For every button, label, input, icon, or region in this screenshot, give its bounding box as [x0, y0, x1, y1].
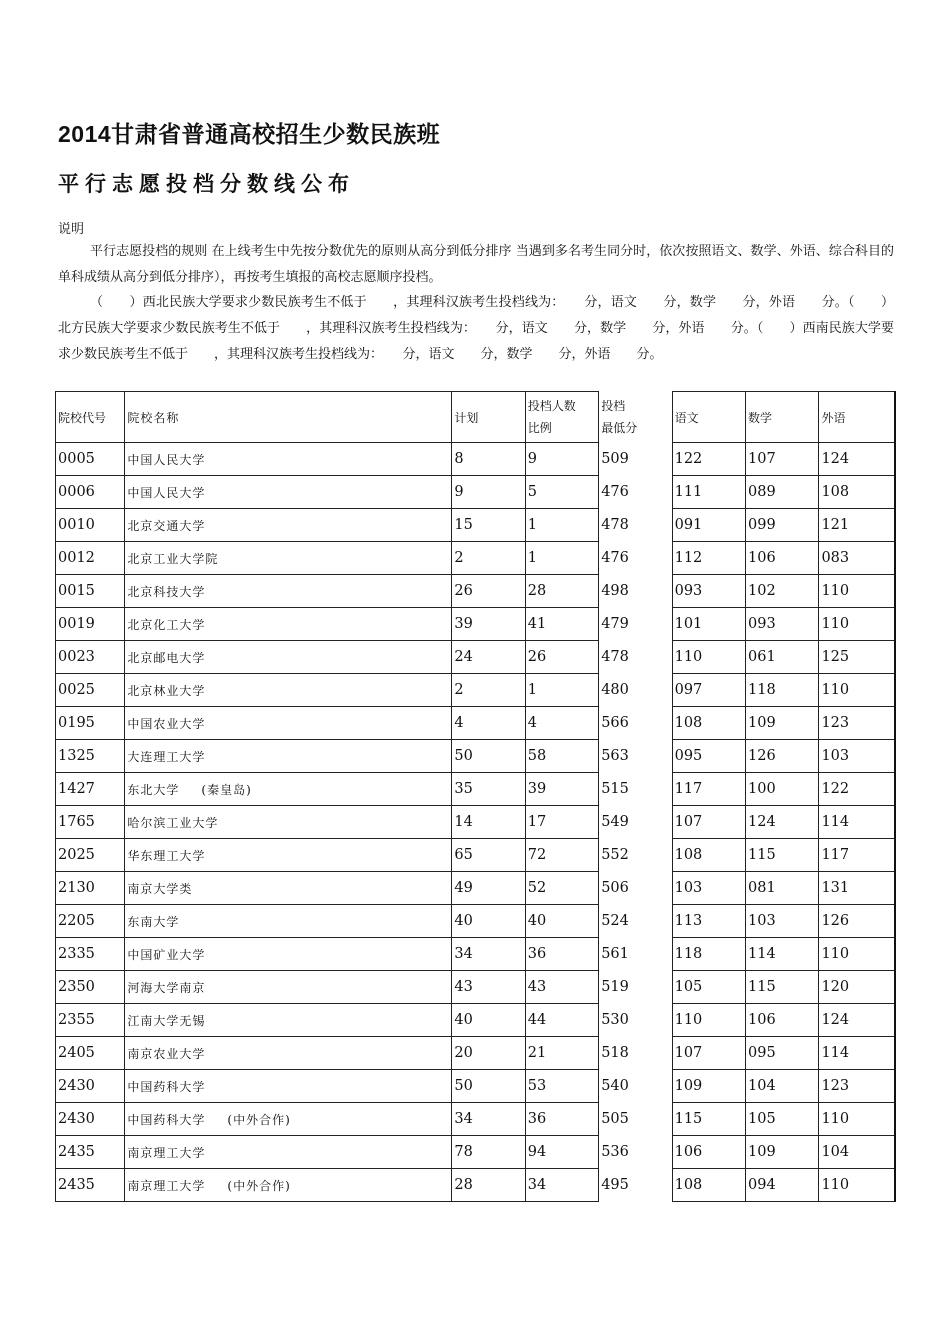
- cell-ratio: 17: [525, 806, 598, 839]
- cell-math: 081: [746, 872, 819, 905]
- table-row: [56, 1037, 896, 1070]
- school-name: 北京科技大学: [127, 584, 206, 599]
- cell-foreign: 122: [819, 773, 895, 806]
- cell-name: [125, 839, 452, 872]
- table-row: [56, 542, 896, 575]
- table-row: [56, 509, 896, 542]
- cell-code: 2335: [56, 938, 125, 971]
- cell-code: 0010: [56, 509, 125, 542]
- cell-name: [125, 773, 452, 806]
- cell-name: [125, 608, 452, 641]
- school-name: 华东理工大学: [127, 848, 206, 863]
- header-cell-min-score: [599, 392, 672, 443]
- cell-foreign: 104: [819, 1136, 895, 1169]
- school-name: 北京邮电大学: [127, 650, 206, 665]
- school-note: (中外合作): [227, 1112, 291, 1127]
- cell-ratio: 52: [525, 872, 598, 905]
- cell-math: 106: [746, 1004, 819, 1037]
- school-name: 东南大学: [127, 914, 180, 929]
- school-name: 大连理工大学: [127, 749, 206, 764]
- cell-min-score: 498: [599, 575, 672, 608]
- table-header-row: [56, 392, 896, 443]
- cell-ratio: 21: [525, 1037, 598, 1070]
- cell-chinese: 095: [672, 740, 745, 773]
- cell-ratio: 9: [525, 443, 598, 476]
- cell-foreign: 110: [819, 608, 895, 641]
- cell-min-score: 563: [599, 740, 672, 773]
- cell-min-score: 536: [599, 1136, 672, 1169]
- cell-chinese: 106: [672, 1136, 745, 1169]
- cell-min-score: 478: [599, 641, 672, 674]
- cell-plan: 39: [452, 608, 525, 641]
- table-row: [56, 872, 896, 905]
- table-row: [56, 575, 896, 608]
- table-row: [56, 1103, 896, 1136]
- table-row: [56, 641, 896, 674]
- cell-name: [125, 707, 452, 740]
- cell-name: [125, 443, 452, 476]
- table-row: [56, 740, 896, 773]
- cell-min-score: 561: [599, 938, 672, 971]
- school-name: 北京交通大学: [127, 518, 206, 533]
- header-cell-code: 院校代号: [56, 392, 125, 443]
- cell-math: 106: [746, 542, 819, 575]
- cell-plan: 40: [452, 1004, 525, 1037]
- table-row: [56, 1169, 896, 1202]
- cell-min-score: 505: [599, 1103, 672, 1136]
- cell-chinese: 109: [672, 1070, 745, 1103]
- cell-chinese: 103: [672, 872, 745, 905]
- table-row: [56, 608, 896, 641]
- table-row: [56, 971, 896, 1004]
- cell-chinese: 097: [672, 674, 745, 707]
- cell-foreign: 114: [819, 806, 895, 839]
- cell-code: 0006: [56, 476, 125, 509]
- cell-code: 0012: [56, 542, 125, 575]
- cell-math: 109: [746, 1136, 819, 1169]
- school-name: 河海大学南京: [127, 980, 206, 995]
- cell-plan: 28: [452, 1169, 525, 1202]
- cell-chinese: 101: [672, 608, 745, 641]
- cell-ratio: 39: [525, 773, 598, 806]
- cell-plan: 49: [452, 872, 525, 905]
- cell-foreign: 083: [819, 542, 895, 575]
- cell-chinese: 108: [672, 707, 745, 740]
- header-cell-math: 数学: [746, 392, 819, 443]
- cell-math: 099: [746, 509, 819, 542]
- cell-name: [125, 575, 452, 608]
- cell-plan: 26: [452, 575, 525, 608]
- cell-chinese: 115: [672, 1103, 745, 1136]
- cell-ratio: 36: [525, 1103, 598, 1136]
- cell-plan: 34: [452, 938, 525, 971]
- cell-chinese: 111: [672, 476, 745, 509]
- cell-plan: 2: [452, 674, 525, 707]
- school-name: 南京理工大学: [127, 1178, 206, 1193]
- school-name: 南京农业大学: [127, 1046, 206, 1061]
- school-note: (中外合作): [227, 1178, 291, 1193]
- cell-chinese: 113: [672, 905, 745, 938]
- cell-plan: 24: [452, 641, 525, 674]
- cell-code: 2355: [56, 1004, 125, 1037]
- cell-ratio: 94: [525, 1136, 598, 1169]
- cell-min-score: 549: [599, 806, 672, 839]
- cell-ratio: 4: [525, 707, 598, 740]
- cell-chinese: 122: [672, 443, 745, 476]
- cell-chinese: 091: [672, 509, 745, 542]
- cell-ratio: 5: [525, 476, 598, 509]
- cell-ratio: 44: [525, 1004, 598, 1037]
- cell-math: 115: [746, 839, 819, 872]
- cell-min-score: 518: [599, 1037, 672, 1070]
- school-name: 东北大学: [127, 782, 180, 797]
- cell-min-score: 515: [599, 773, 672, 806]
- table-row: [56, 1004, 896, 1037]
- cell-foreign: 110: [819, 575, 895, 608]
- cell-code: 2435: [56, 1136, 125, 1169]
- cell-foreign: 123: [819, 707, 895, 740]
- cell-math: 095: [746, 1037, 819, 1070]
- school-name: 北京工业大学院: [127, 551, 219, 566]
- cell-plan: 65: [452, 839, 525, 872]
- cell-chinese: 112: [672, 542, 745, 575]
- cell-ratio: 26: [525, 641, 598, 674]
- cell-math: 114: [746, 938, 819, 971]
- school-name: 南京大学类: [127, 881, 193, 896]
- cell-ratio: 53: [525, 1070, 598, 1103]
- cell-name: [125, 674, 452, 707]
- description-label: 说明: [58, 222, 85, 237]
- document-subtitle: 平行志愿投档分数线公布: [58, 173, 355, 196]
- header-cell-plan: 计划: [452, 392, 525, 443]
- cell-chinese: 117: [672, 773, 745, 806]
- cell-foreign: 110: [819, 938, 895, 971]
- cell-code: 1325: [56, 740, 125, 773]
- cell-code: 0025: [56, 674, 125, 707]
- cell-chinese: 093: [672, 575, 745, 608]
- cell-math: 094: [746, 1169, 819, 1202]
- cell-plan: 15: [452, 509, 525, 542]
- cell-code: 2405: [56, 1037, 125, 1070]
- cell-foreign: 124: [819, 443, 895, 476]
- cell-name: [125, 905, 452, 938]
- header-line: 比例: [527, 421, 552, 435]
- school-name: 江南大学无锡: [127, 1013, 206, 1028]
- cell-min-score: 478: [599, 509, 672, 542]
- cell-name: [125, 641, 452, 674]
- school-name: 北京林业大学: [127, 683, 206, 698]
- cell-math: 109: [746, 707, 819, 740]
- cell-foreign: 110: [819, 1103, 895, 1136]
- header-line: 最低分: [601, 421, 638, 435]
- school-name: 中国药科大学: [127, 1112, 206, 1127]
- cell-min-score: 480: [599, 674, 672, 707]
- cell-code: 2435: [56, 1169, 125, 1202]
- cell-math: 115: [746, 971, 819, 1004]
- cell-chinese: 110: [672, 1004, 745, 1037]
- cell-foreign: 120: [819, 971, 895, 1004]
- cell-ratio: 1: [525, 542, 598, 575]
- cell-name: [125, 1070, 452, 1103]
- cell-foreign: 103: [819, 740, 895, 773]
- cell-plan: 43: [452, 971, 525, 1004]
- cell-math: 089: [746, 476, 819, 509]
- header-cell-foreign: 外语: [819, 392, 895, 443]
- cell-chinese: 118: [672, 938, 745, 971]
- header-cell-name: 院校名称: [125, 392, 452, 443]
- school-note: (秦皇岛): [201, 782, 252, 797]
- cell-ratio: 34: [525, 1169, 598, 1202]
- cell-min-score: 524: [599, 905, 672, 938]
- cell-ratio: 43: [525, 971, 598, 1004]
- cell-code: 0023: [56, 641, 125, 674]
- table-row: [56, 674, 896, 707]
- cell-ratio: 1: [525, 674, 598, 707]
- school-name: 中国药科大学: [127, 1079, 206, 1094]
- cell-foreign: 114: [819, 1037, 895, 1070]
- cell-plan: 78: [452, 1136, 525, 1169]
- cell-foreign: 121: [819, 509, 895, 542]
- cell-math: 061: [746, 641, 819, 674]
- school-name: 哈尔滨工业大学: [127, 815, 219, 830]
- cell-plan: 9: [452, 476, 525, 509]
- cell-code: 1765: [56, 806, 125, 839]
- cell-ratio: 40: [525, 905, 598, 938]
- cell-min-score: 540: [599, 1070, 672, 1103]
- cell-plan: 34: [452, 1103, 525, 1136]
- cell-chinese: 108: [672, 1169, 745, 1202]
- table-row: [56, 1070, 896, 1103]
- cell-chinese: 110: [672, 641, 745, 674]
- table-row: [56, 443, 896, 476]
- cell-foreign: 108: [819, 476, 895, 509]
- cell-math: 126: [746, 740, 819, 773]
- cell-math: 100: [746, 773, 819, 806]
- cell-chinese: 107: [672, 1037, 745, 1070]
- document-title: 2014甘肃省普通高校招生少数民族班: [58, 121, 441, 147]
- header-cell-chinese: 语文: [672, 392, 745, 443]
- cell-name: [125, 542, 452, 575]
- cell-code: 1427: [56, 773, 125, 806]
- header-line: 投档人数: [527, 399, 576, 413]
- cell-chinese: 105: [672, 971, 745, 1004]
- cell-code: 2205: [56, 905, 125, 938]
- cell-name: [125, 476, 452, 509]
- cell-math: 103: [746, 905, 819, 938]
- cell-math: 107: [746, 443, 819, 476]
- table-row: [56, 839, 896, 872]
- cell-name: [125, 971, 452, 1004]
- cell-ratio: 41: [525, 608, 598, 641]
- header-line: 投档: [601, 399, 626, 413]
- table-row: [56, 905, 896, 938]
- cell-plan: 20: [452, 1037, 525, 1070]
- cell-foreign: 123: [819, 1070, 895, 1103]
- cell-code: 2430: [56, 1070, 125, 1103]
- cell-plan: 14: [452, 806, 525, 839]
- cell-min-score: 479: [599, 608, 672, 641]
- table-row: [56, 806, 896, 839]
- cell-name: [125, 1169, 452, 1202]
- cell-min-score: 566: [599, 707, 672, 740]
- cell-name: [125, 1004, 452, 1037]
- cell-code: 0195: [56, 707, 125, 740]
- cell-math: 104: [746, 1070, 819, 1103]
- table-row: [56, 773, 896, 806]
- table-row: [56, 1136, 896, 1169]
- cell-name: [125, 1103, 452, 1136]
- cell-math: 093: [746, 608, 819, 641]
- cell-math: 105: [746, 1103, 819, 1136]
- cell-plan: 50: [452, 740, 525, 773]
- cell-math: 102: [746, 575, 819, 608]
- cell-min-score: 506: [599, 872, 672, 905]
- cell-math: 124: [746, 806, 819, 839]
- school-name: 中国人民大学: [127, 452, 206, 467]
- school-name: 北京化工大学: [127, 617, 206, 632]
- cell-name: [125, 938, 452, 971]
- cell-min-score: 509: [599, 443, 672, 476]
- cell-chinese: 108: [672, 839, 745, 872]
- cell-code: 0015: [56, 575, 125, 608]
- cell-code: 2130: [56, 872, 125, 905]
- description-paragraph-1: 平行志愿投档的规则 在上线考生中先按分数优先的原则从高分到低分排序 当遇到多名考生同分时，依次按照语文、数学、外语、综合科目的单科成绩从高分到低分排序），再按考生填报的高校志愿顺序投档。: [58, 244, 894, 285]
- cell-foreign: 131: [819, 872, 895, 905]
- cell-plan: 2: [452, 542, 525, 575]
- cell-foreign: 117: [819, 839, 895, 872]
- cell-ratio: 72: [525, 839, 598, 872]
- cell-min-score: 519: [599, 971, 672, 1004]
- school-name: 中国人民大学: [127, 485, 206, 500]
- cell-foreign: 110: [819, 1169, 895, 1202]
- cell-ratio: 58: [525, 740, 598, 773]
- cell-min-score: 530: [599, 1004, 672, 1037]
- cell-min-score: 552: [599, 839, 672, 872]
- cell-plan: 40: [452, 905, 525, 938]
- cell-code: 0019: [56, 608, 125, 641]
- school-name: 中国农业大学: [127, 716, 206, 731]
- cell-name: [125, 1037, 452, 1070]
- cell-code: 2430: [56, 1103, 125, 1136]
- cell-plan: 8: [452, 443, 525, 476]
- cell-name: [125, 509, 452, 542]
- cell-plan: 4: [452, 707, 525, 740]
- header-cell-ratio: [525, 392, 598, 443]
- cell-name: [125, 806, 452, 839]
- admission-score-table: [55, 391, 896, 1202]
- cell-name: [125, 1136, 452, 1169]
- cell-foreign: 125: [819, 641, 895, 674]
- cell-min-score: 495: [599, 1169, 672, 1202]
- cell-foreign: 124: [819, 1004, 895, 1037]
- cell-math: 118: [746, 674, 819, 707]
- cell-plan: 35: [452, 773, 525, 806]
- cell-min-score: 476: [599, 542, 672, 575]
- cell-ratio: 36: [525, 938, 598, 971]
- cell-foreign: 126: [819, 905, 895, 938]
- cell-code: 0005: [56, 443, 125, 476]
- cell-ratio: 1: [525, 509, 598, 542]
- description-paragraph-2: （ ）西北民族大学要求少数民族考生不低于 ，其理科汉族考生投档线为： 分，语文 分，数学 分，外语 分。（ ）北方民族大学要求少数民族考生不低于 ，其理科汉族考生投档线为： 分，语文 分，数学 分，外语 分。（ ）西南民族大学要求少数民族考生不低于 ，其理科汉族考生投档线为： 分，语文 分，数学 分，外语 分。: [58, 295, 894, 362]
- cell-plan: 50: [452, 1070, 525, 1103]
- table-row: [56, 476, 896, 509]
- cell-code: 2025: [56, 839, 125, 872]
- school-name: 中国矿业大学: [127, 947, 206, 962]
- cell-chinese: 107: [672, 806, 745, 839]
- cell-code: 2350: [56, 971, 125, 1004]
- cell-ratio: 28: [525, 575, 598, 608]
- cell-name: [125, 740, 452, 773]
- cell-foreign: 110: [819, 674, 895, 707]
- cell-name: [125, 872, 452, 905]
- school-name: 南京理工大学: [127, 1145, 206, 1160]
- cell-min-score: 476: [599, 476, 672, 509]
- table-row: [56, 938, 896, 971]
- table-row: [56, 707, 896, 740]
